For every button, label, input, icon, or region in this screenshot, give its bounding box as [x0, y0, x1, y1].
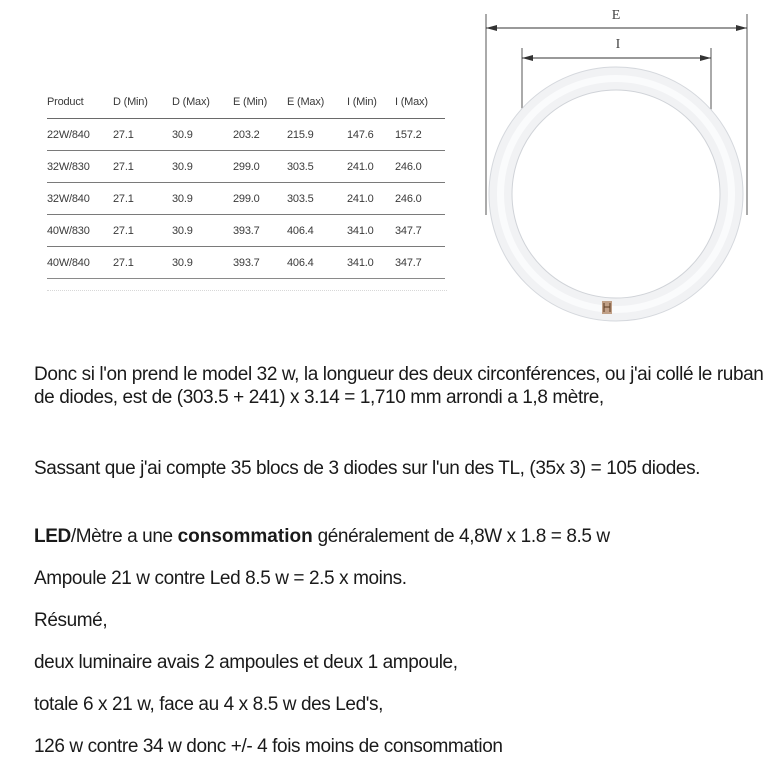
table-cell: 27.1 [113, 119, 172, 151]
consommation-bold: consommation [177, 526, 313, 547]
table-cell: 147.6 [347, 119, 395, 151]
header-d-min: D (Min) [113, 86, 172, 119]
table-cell: 406.4 [287, 247, 347, 279]
led-bold: LED [34, 526, 71, 547]
table-cell: 30.9 [172, 151, 233, 183]
table-row [47, 151, 445, 183]
table-row [47, 215, 445, 247]
table-cell: 30.9 [172, 119, 233, 151]
header-i-min: I (Min) [347, 86, 395, 119]
table-cell: 30.9 [172, 215, 233, 247]
table-cell: 241.0 [347, 151, 395, 183]
paragraph-conclusion: 126 w contre 34 w donc +/- 4 fois moins de consommation [34, 736, 503, 757]
spec-table [47, 86, 445, 279]
table-cell: 32W/840 [47, 183, 113, 215]
header-i-max: I (Max) [395, 86, 445, 119]
table-row [47, 247, 445, 279]
table-cell: 303.5 [287, 151, 347, 183]
table-cell: 393.7 [233, 247, 287, 279]
text-segment: généralement de 4,8W x 1.8 = 8.5 w [312, 526, 610, 547]
paragraph-consumption [34, 525, 774, 548]
table-cell: 32W/830 [47, 151, 113, 183]
ring-tube [489, 67, 743, 321]
table-cell: 246.0 [395, 151, 445, 183]
table-cell: 246.0 [395, 183, 445, 215]
table-cell: 393.7 [233, 215, 287, 247]
table-cell: 27.1 [113, 215, 172, 247]
table-cell: 30.9 [172, 247, 233, 279]
table-cell: 215.9 [287, 119, 347, 151]
table-cell: 27.1 [113, 183, 172, 215]
table-cell: 27.1 [113, 247, 172, 279]
table-cell: 40W/840 [47, 247, 113, 279]
table-row [47, 119, 445, 151]
header-e-min: E (Min) [233, 86, 287, 119]
text-segment: /Mètre a une [70, 526, 178, 547]
table-cell: 27.1 [113, 151, 172, 183]
paragraph-summary-title: Résumé, [34, 610, 108, 631]
table-cell: 341.0 [347, 215, 395, 247]
header-d-max: D (Max) [172, 86, 233, 119]
table-cell: 303.5 [287, 183, 347, 215]
paragraph-total: totale 6 x 21 w, face au 4 x 8.5 w des Led's, [34, 694, 383, 715]
paragraph-calculation: Donc si l'on prend le model 32 w, la longueur des deux circonférences, ou j'ai collé le ruban de diodes, est de (303.5 + 241) x 3.14 = 1,710 mm arrondi a 1,8 mètre, [34, 364, 764, 408]
tube-connector-icon [602, 301, 612, 314]
scan-dotted-line [47, 290, 447, 292]
table-cell: 203.2 [233, 119, 287, 151]
table-cell: 406.4 [287, 215, 347, 247]
paragraph-comparison: Ampoule 21 w contre Led 8.5 w = 2.5 x moins. [34, 568, 407, 589]
table-cell: 341.0 [347, 247, 395, 279]
table-cell: 30.9 [172, 183, 233, 215]
table-cell: 347.7 [395, 215, 445, 247]
dimension-i-label: I [615, 37, 621, 52]
table-cell: 40W/830 [47, 215, 113, 247]
table-cell: 347.7 [395, 247, 445, 279]
header-product: Product [47, 86, 113, 119]
header-e-max: E (Max) [287, 86, 347, 119]
table-row [47, 183, 445, 215]
table-cell: 299.0 [233, 183, 287, 215]
paragraph-fixtures: deux luminaire avais 2 ampoules et deux 1 ampoule, [34, 652, 458, 673]
dimension-e-label: E [611, 8, 621, 23]
table-header-row [47, 86, 445, 119]
table-cell: 157.2 [395, 119, 445, 151]
table-cell: 241.0 [347, 183, 395, 215]
circular-tube-figure [470, 0, 770, 350]
table-cell: 22W/840 [47, 119, 113, 151]
paragraph-diode-count: Sassant que j'ai compte 35 blocs de 3 diodes sur l'un des TL, (35x 3) = 105 diodes. [34, 458, 701, 479]
table-cell: 299.0 [233, 151, 287, 183]
